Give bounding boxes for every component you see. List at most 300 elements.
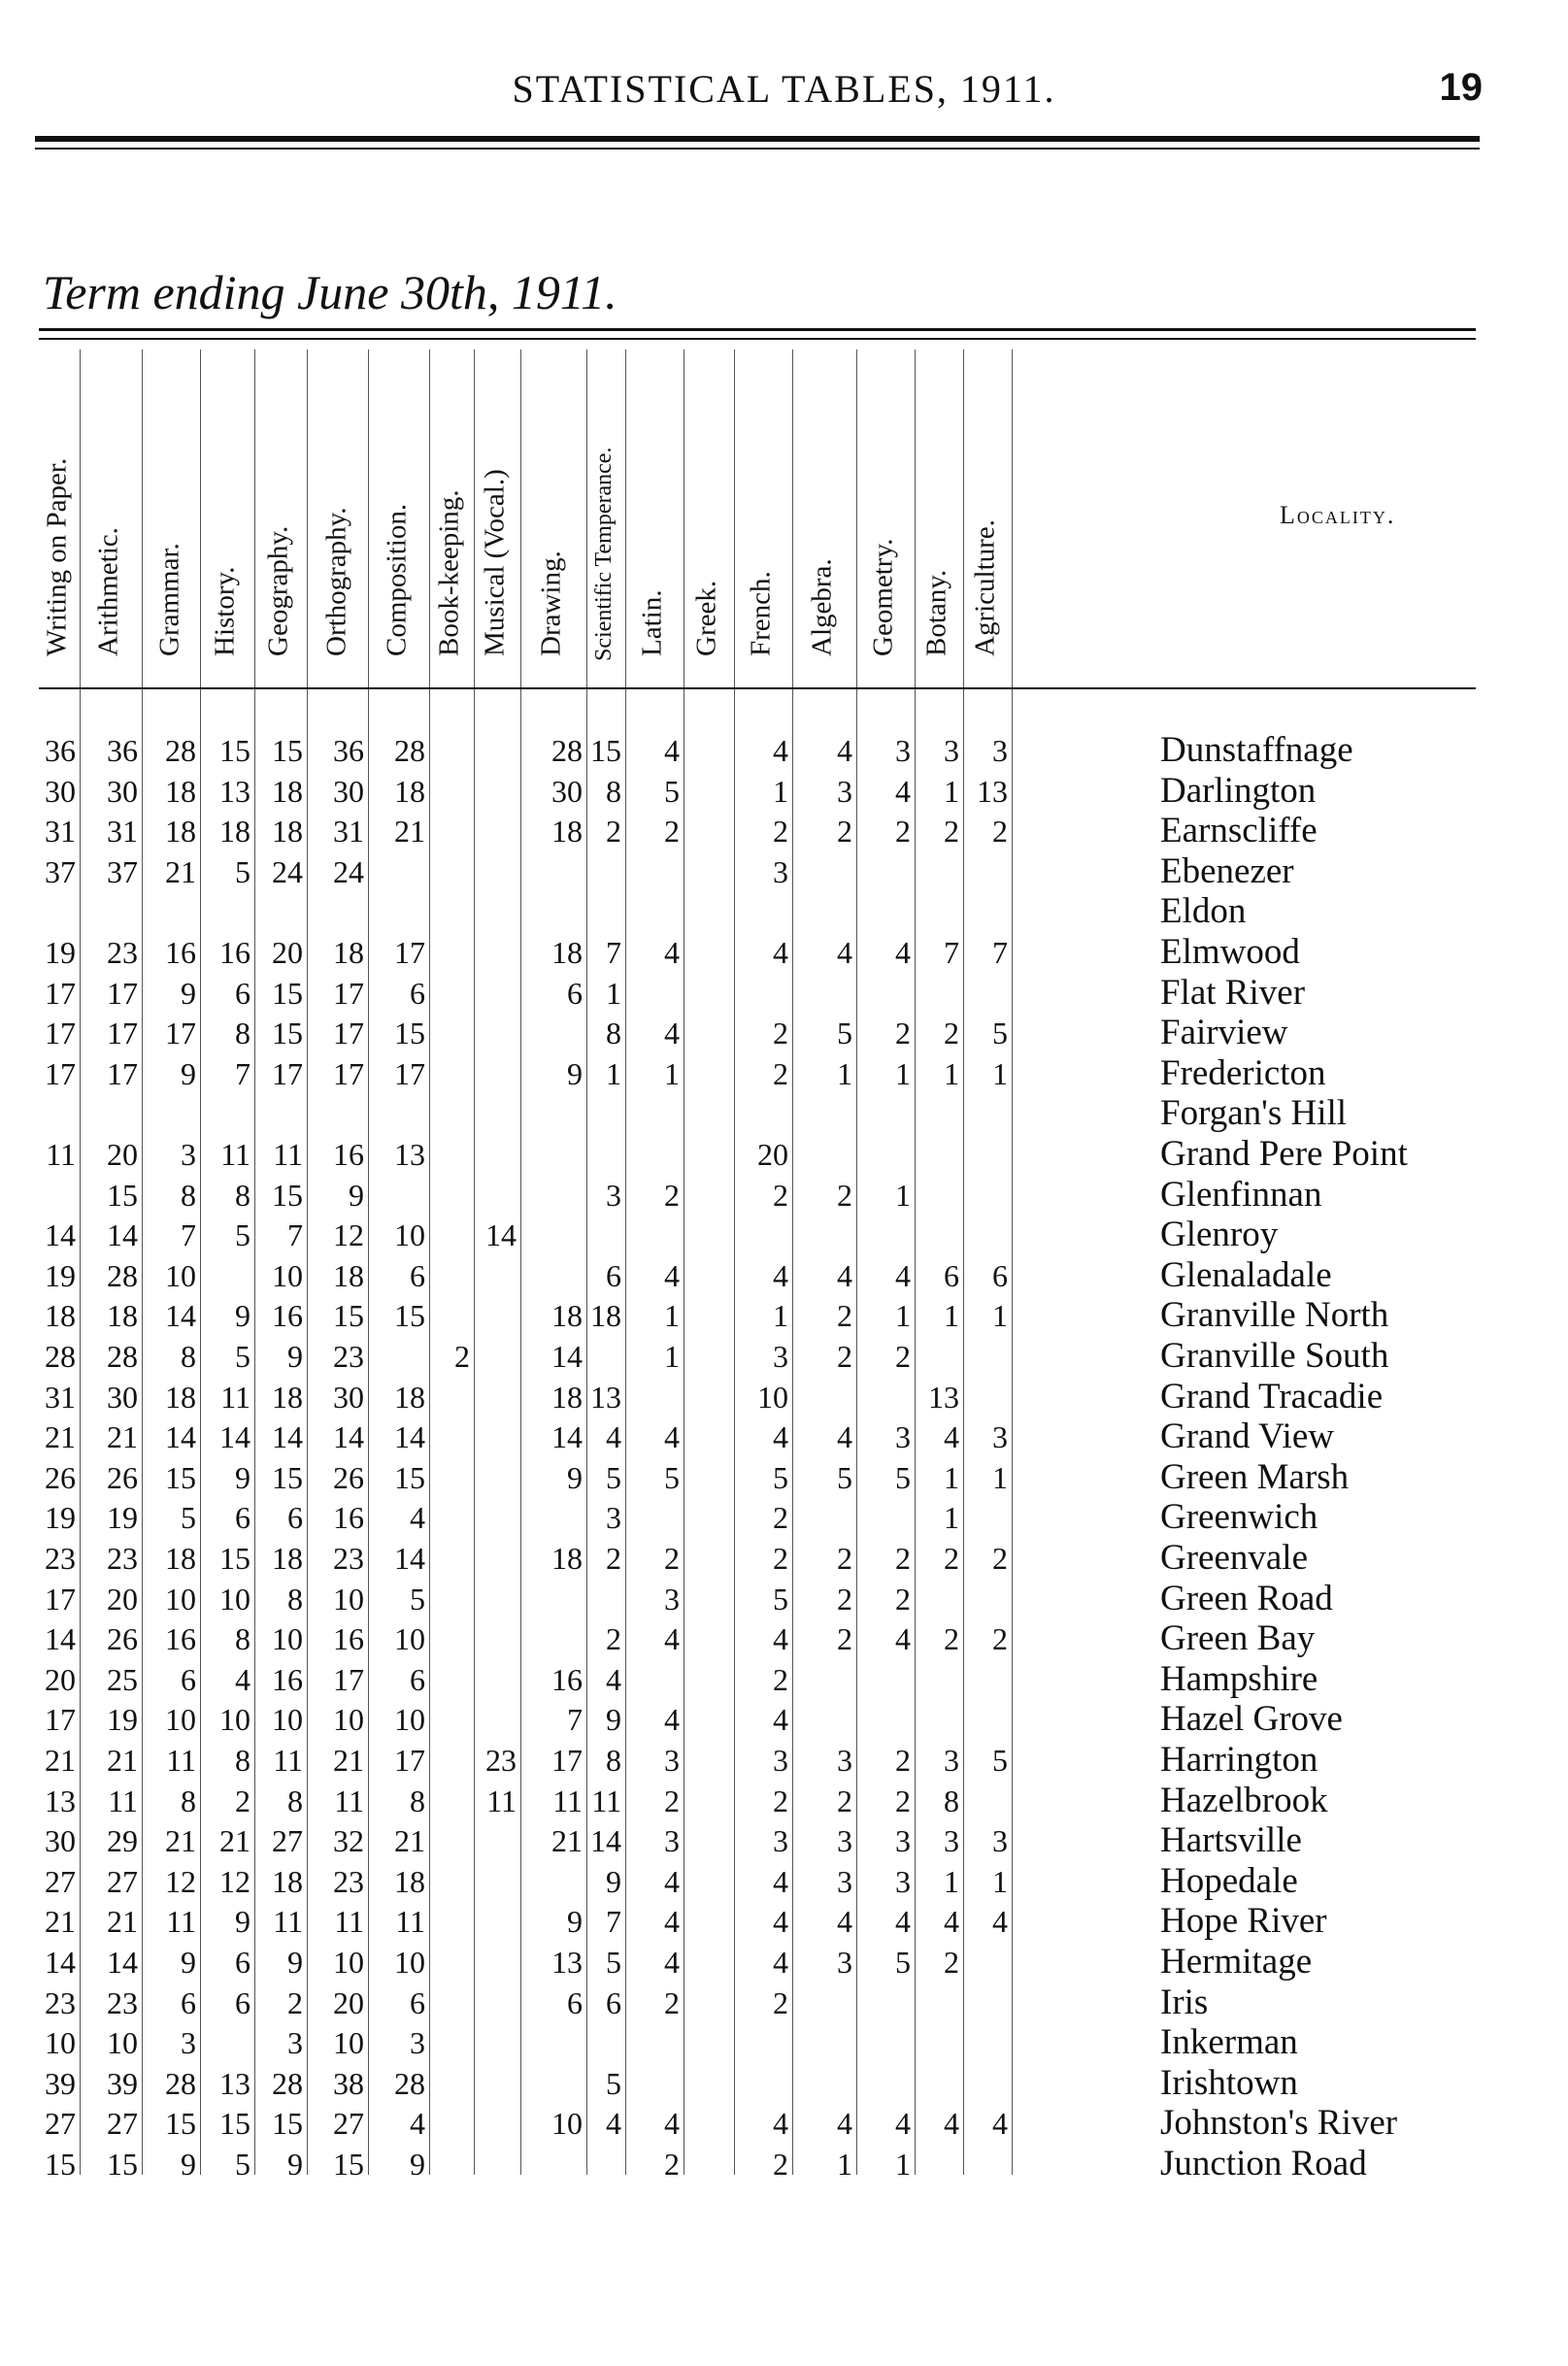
table-cell: 3	[944, 1823, 959, 1859]
table-cell: 14	[165, 1298, 196, 1334]
table-cell: 17	[394, 1743, 425, 1778]
column-header	[369, 354, 425, 684]
table-cell: 7	[606, 935, 621, 970]
table-cell: 5	[410, 1581, 425, 1616]
column-header-label: Geography.	[262, 525, 294, 656]
table-cell: 11	[334, 1904, 364, 1940]
table-cell: 12	[165, 1863, 196, 1899]
table-cell: 8	[235, 1016, 250, 1051]
table-cell: 27	[107, 1863, 138, 1899]
table-cell: 10	[107, 2025, 138, 2061]
locality-name: Junction Road	[1160, 2144, 1367, 2183]
table-cell: 5	[235, 853, 250, 889]
column-header-label: French.	[745, 571, 777, 656]
column-header-label: Greek.	[690, 580, 722, 656]
table-cell: 4	[773, 1904, 788, 1940]
table-row	[39, 1295, 1515, 1336]
table-cell: 4	[664, 1016, 680, 1051]
table-cell: 15	[272, 1459, 303, 1495]
table-cell: 4	[410, 1500, 425, 1536]
table-cell: 7	[992, 935, 1008, 970]
table-cell: 15	[219, 733, 250, 768]
table-cell: 14	[219, 1419, 250, 1455]
table-cell: 2	[664, 1783, 680, 1818]
table-cell: 3	[837, 1823, 852, 1859]
table-cell: 12	[333, 1217, 364, 1253]
table-row	[39, 1336, 1515, 1377]
table-cell: 2	[895, 1016, 911, 1051]
table-cell: 18	[272, 1541, 303, 1576]
column-header	[254, 354, 303, 684]
table-cell: 19	[107, 1500, 138, 1536]
table-cell: 2	[944, 1541, 959, 1576]
locality-name: Johnston's River	[1160, 2103, 1398, 2144]
table-cell: 17	[107, 1055, 138, 1091]
table-cell: 16	[333, 1621, 364, 1657]
table-cell: 8	[181, 1783, 196, 1818]
locality-name: Hope River	[1160, 1901, 1327, 1942]
table-cell: 4	[773, 1621, 788, 1657]
table-cell: 28	[394, 2065, 425, 2101]
table-row	[39, 1175, 1515, 1216]
table-cell: 5	[895, 1459, 911, 1495]
table-cell: 11	[591, 1783, 621, 1818]
table-cell: 19	[45, 1500, 76, 1536]
table-cell: 2	[664, 1177, 680, 1213]
column-header-label: Agriculture.	[969, 519, 1001, 656]
table-row	[39, 1942, 1515, 1983]
table-cell: 9	[606, 1863, 621, 1899]
table-cell: 14	[551, 1339, 583, 1374]
table-cell: 17	[394, 935, 425, 970]
table-cell: 9	[567, 1055, 583, 1091]
table-row	[39, 1093, 1515, 1134]
locality-name: Granville South	[1160, 1336, 1389, 1376]
table-cell: 16	[333, 1500, 364, 1536]
table-cell: 6	[181, 1661, 196, 1697]
table-cell: 5	[837, 1016, 852, 1051]
table-cell: 2	[837, 1541, 852, 1576]
table-cell: 4	[895, 1257, 911, 1293]
table-cell: 13	[219, 2065, 250, 2101]
table-cell: 15	[590, 733, 621, 768]
table-cell: 10	[272, 1257, 303, 1293]
header-rule-thin	[35, 148, 1480, 150]
table-cell: 8	[287, 1783, 303, 1818]
table-cell: 30	[45, 773, 76, 809]
table-cell: 18	[551, 814, 583, 850]
table-cell: 5	[773, 1459, 788, 1495]
table-cell: 3	[944, 1743, 959, 1778]
table-cell: 13	[551, 1945, 583, 1980]
table-cell: 9	[181, 1055, 196, 1091]
table-cell: 2	[837, 1339, 852, 1374]
table-cell: 2	[773, 814, 788, 850]
locality-name: Eldon	[1160, 891, 1247, 932]
table-cell: 6	[944, 1257, 959, 1293]
table-cell: 18	[165, 773, 196, 809]
table-cell: 2	[895, 1339, 911, 1374]
table-cell: 28	[394, 733, 425, 768]
table-cell: 13	[977, 773, 1008, 809]
column-header	[915, 354, 959, 684]
table-cell: 18	[272, 1379, 303, 1415]
table-cell: 27	[45, 2106, 76, 2142]
table-cell: 2	[837, 814, 852, 850]
table-cell: 5	[664, 1459, 680, 1495]
table-cell: 14	[394, 1541, 425, 1576]
table-row	[39, 1215, 1515, 1255]
table-cell: 10	[45, 2025, 76, 2061]
table-cell: 21	[45, 1743, 76, 1778]
table-cell: 1	[664, 1339, 680, 1374]
table-cell: 13	[928, 1379, 959, 1415]
table-cell: 4	[606, 1661, 621, 1697]
table-cell: 3	[410, 2025, 425, 2061]
table-cell: 30	[45, 1823, 76, 1859]
table-cell: 9	[410, 2147, 425, 2182]
table-cell: 4	[664, 1904, 680, 1940]
table-cell: 13	[394, 1137, 425, 1172]
table-cell: 8	[606, 1743, 621, 1778]
table-cell: 1	[944, 1459, 959, 1495]
table-cell: 30	[333, 1379, 364, 1415]
table-cell: 2	[773, 1016, 788, 1051]
table-cell: 3	[664, 1743, 680, 1778]
table-cell: 4	[664, 1621, 680, 1657]
table-cell: 24	[272, 853, 303, 889]
table-cell: 3	[664, 1581, 680, 1616]
table-cell: 3	[181, 1137, 196, 1172]
table-cell: 28	[272, 2065, 303, 2101]
table-cell: 15	[107, 1177, 138, 1213]
table-cell: 18	[165, 814, 196, 850]
table-cell: 15	[394, 1016, 425, 1051]
table-cell: 28	[165, 2065, 196, 2101]
table-cell: 1	[992, 1459, 1008, 1495]
table-cell: 6	[235, 975, 250, 1011]
table-cell: 1	[773, 1298, 788, 1334]
table-cell: 11	[220, 1137, 250, 1172]
table-cell: 16	[165, 1621, 196, 1657]
table-cell: 18	[394, 1379, 425, 1415]
table-cell: 10	[333, 1945, 364, 1980]
table-cell: 2	[895, 1541, 911, 1576]
table-cell: 4	[773, 1257, 788, 1293]
table-cell: 3	[773, 1823, 788, 1859]
table-cell: 2	[992, 1541, 1008, 1576]
table-cell: 27	[45, 1863, 76, 1899]
table-row	[39, 771, 1515, 812]
table-cell: 10	[551, 2106, 583, 2142]
table-cell: 8	[944, 1783, 959, 1818]
table-cell: 5	[992, 1743, 1008, 1778]
table-cell: 9	[567, 1459, 583, 1495]
table-cell: 20	[107, 1137, 138, 1172]
table-cell: 7	[235, 1055, 250, 1091]
table-cell: 32	[333, 1823, 364, 1859]
table-cell: 8	[235, 1177, 250, 1213]
table-cell: 17	[45, 975, 76, 1011]
table-cell: 17	[333, 1661, 364, 1697]
table-cell: 3	[992, 1419, 1008, 1455]
column-header	[520, 354, 583, 684]
table-cell: 1	[664, 1298, 680, 1334]
table-cell: 15	[272, 1177, 303, 1213]
table-cell: 5	[664, 773, 680, 809]
table-cell: 23	[107, 1984, 138, 2020]
table-row	[39, 1820, 1515, 1861]
table-cell: 2	[235, 1783, 250, 1818]
table-cell: 4	[410, 2106, 425, 2142]
table-cell: 29	[107, 1823, 138, 1859]
table-cell: 2	[837, 1581, 852, 1616]
table-cell: 21	[165, 1823, 196, 1859]
table-cell: 10	[219, 1581, 250, 1616]
table-cell: 2	[944, 1016, 959, 1051]
table-row	[39, 1659, 1515, 1700]
table-cell: 18	[107, 1298, 138, 1334]
table-cell: 37	[107, 853, 138, 889]
table-cell: 4	[895, 935, 911, 970]
table-cell: 10	[333, 2025, 364, 2061]
locality-name: Grand Pere Point	[1160, 1134, 1408, 1174]
table-cell: 3	[992, 1823, 1008, 1859]
table-cell: 18	[165, 1541, 196, 1576]
table-cell: 30	[551, 773, 583, 809]
table-row	[39, 1457, 1515, 1498]
column-header-label: Drawing.	[535, 550, 567, 656]
table-cell: 23	[333, 1339, 364, 1374]
table-cell: 31	[45, 1379, 76, 1415]
table-row	[39, 1416, 1515, 1457]
table-cell: 2	[895, 1581, 911, 1616]
locality-name: Hartsville	[1160, 1820, 1302, 1861]
table-cell: 9	[235, 1459, 250, 1495]
table-cell: 21	[107, 1904, 138, 1940]
table-cell: 9	[181, 1945, 196, 1980]
table-cell: 2	[773, 1984, 788, 2020]
table-cell: 2	[773, 1500, 788, 1536]
table-cell: 8	[606, 773, 621, 809]
table-cell: 18	[394, 773, 425, 809]
table-cell: 9	[287, 2147, 303, 2182]
table-row	[39, 811, 1515, 851]
locality-name: Green Bay	[1160, 1618, 1316, 1659]
table-cell: 36	[333, 733, 364, 768]
table-cell: 11	[273, 1137, 303, 1172]
table-cell: 10	[333, 1581, 364, 1616]
table-cell: 16	[333, 1137, 364, 1172]
column-header	[684, 354, 730, 684]
table-cell: 26	[107, 1621, 138, 1657]
column-header-label: Composition.	[381, 503, 413, 656]
table-cell: 8	[235, 1743, 250, 1778]
table-cell: 17	[107, 1016, 138, 1051]
table-cell: 3	[773, 1339, 788, 1374]
table-cell: 18	[333, 935, 364, 970]
table-cell: 4	[235, 1661, 250, 1697]
table-cell: 18	[590, 1298, 621, 1334]
table-cell: 9	[606, 1702, 621, 1738]
table-cell: 37	[45, 853, 76, 889]
table-cell: 4	[944, 1904, 959, 1940]
table-cell: 2	[664, 2147, 680, 2182]
table-cell: 2	[606, 1621, 621, 1657]
column-header-label: Grammar.	[153, 543, 185, 656]
table-cell: 2	[287, 1984, 303, 2020]
table-cell: 17	[394, 1055, 425, 1091]
table-cell: 6	[235, 1984, 250, 2020]
table-cell: 7	[181, 1217, 196, 1253]
table-cell: 3	[895, 1419, 911, 1455]
table-row	[39, 891, 1515, 932]
table-cell: 7	[944, 935, 959, 970]
table-cell: 12	[219, 1863, 250, 1899]
table-cell: 1	[606, 1055, 621, 1091]
table-cell: 2	[837, 1298, 852, 1334]
table-cell: 13	[219, 773, 250, 809]
table-cell: 1	[895, 1177, 911, 1213]
table-cell: 4	[837, 1257, 852, 1293]
locality-name: Greenvale	[1160, 1538, 1309, 1578]
table-cell: 6	[606, 1984, 621, 2020]
table-cell: 2	[773, 1541, 788, 1576]
table-cell: 18	[551, 1298, 583, 1334]
table-cell: 21	[107, 1743, 138, 1778]
table-cell: 4	[895, 1621, 911, 1657]
table-cell: 9	[235, 1904, 250, 1940]
column-header	[734, 354, 788, 684]
column-header	[309, 354, 364, 684]
table-cell: 11	[46, 1137, 76, 1172]
table-cell: 17	[333, 1055, 364, 1091]
table-cell: 30	[333, 773, 364, 809]
table-cell: 15	[272, 2106, 303, 2142]
locality-name: Hampshire	[1160, 1658, 1318, 1699]
table-cell: 8	[235, 1621, 250, 1657]
table-cell: 10	[272, 1621, 303, 1657]
locality-name: Greenwich	[1160, 1497, 1318, 1538]
table-cell: 2	[773, 1661, 788, 1697]
table-cell: 14	[45, 1217, 76, 1253]
table-cell: 11	[334, 1783, 364, 1818]
table-cell: 5	[606, 2065, 621, 2101]
table-cell: 1	[944, 1055, 959, 1091]
table-cell: 3	[895, 1863, 911, 1899]
table-cell: 5	[235, 2147, 250, 2182]
table-cell: 10	[394, 1217, 425, 1253]
table-cell: 10	[272, 1702, 303, 1738]
column-header	[792, 354, 852, 684]
table-cell: 26	[107, 1459, 138, 1495]
locality-name: Glenroy	[1160, 1215, 1279, 1255]
table-cell: 4	[664, 2106, 680, 2142]
table-cell: 15	[45, 2147, 76, 2182]
table-cell: 18	[333, 1257, 364, 1293]
table-cell: 1	[944, 1500, 959, 1536]
table-cell: 10	[333, 1702, 364, 1738]
table-cell: 10	[165, 1702, 196, 1738]
table-cell: 4	[664, 1945, 680, 1980]
table-cell: 14	[45, 1945, 76, 1980]
table-cell: 9	[181, 975, 196, 1011]
column-header	[586, 354, 621, 684]
table-cell: 18	[551, 1379, 583, 1415]
table-cell: 1	[837, 1055, 852, 1091]
table-row	[39, 2022, 1515, 2063]
table-cell: 17	[333, 975, 364, 1011]
table-cell: 5	[895, 1945, 911, 1980]
table-cell: 4	[664, 1419, 680, 1455]
table-cell: 21	[394, 814, 425, 850]
table-cell: 3	[837, 1743, 852, 1778]
table-row	[39, 851, 1515, 892]
table-cell: 4	[664, 733, 680, 768]
column-header-label: Scientific Temperance.	[591, 447, 617, 661]
column-header	[625, 354, 680, 684]
table-cell: 11	[166, 1904, 196, 1940]
table-cell: 14	[333, 1419, 364, 1455]
table-cell: 1	[944, 1863, 959, 1899]
table-cell: 1	[895, 1298, 911, 1334]
table-cell: 2	[664, 1984, 680, 2020]
table-cell: 18	[272, 773, 303, 809]
table-cell: 4	[895, 1904, 911, 1940]
table-cell: 25	[107, 1661, 138, 1697]
table-cell: 2	[992, 814, 1008, 850]
table-cell: 15	[272, 975, 303, 1011]
locality-name: Glenfinnan	[1160, 1174, 1322, 1215]
table-cell: 14	[45, 1621, 76, 1657]
table-cell: 6	[410, 1661, 425, 1697]
table-cell: 4	[773, 1419, 788, 1455]
table-cell: 6	[235, 1945, 250, 1980]
table-cell: 15	[219, 2106, 250, 2142]
table-row	[39, 1740, 1515, 1781]
column-header-label: Arithmetic.	[92, 527, 124, 656]
table-cell: 16	[219, 935, 250, 970]
column-header-label: Algebra.	[806, 558, 838, 656]
table-cell: 17	[107, 975, 138, 1011]
table-cell: 26	[333, 1459, 364, 1495]
table-cell: 15	[107, 2147, 138, 2182]
table-cell: 4	[837, 1419, 852, 1455]
table-cell: 5	[837, 1459, 852, 1495]
table-top-rule	[39, 328, 1476, 331]
table-cell: 17	[45, 1016, 76, 1051]
table-row	[39, 973, 1515, 1014]
table-row	[39, 2144, 1515, 2184]
table-cell: 1	[606, 975, 621, 1011]
table-cell: 14	[272, 1419, 303, 1455]
table-cell: 36	[107, 733, 138, 768]
column-header-label: Latin.	[636, 589, 668, 656]
column-header	[80, 354, 138, 684]
table-row	[39, 1699, 1515, 1740]
table-cell: 21	[219, 1823, 250, 1859]
table-row	[39, 1901, 1515, 1942]
table-cell: 24	[333, 853, 364, 889]
table-cell: 27	[272, 1823, 303, 1859]
table-cell: 16	[551, 1661, 583, 1697]
table-cell: 39	[45, 2065, 76, 2101]
table-row	[39, 730, 1515, 771]
locality-name: Flat River	[1160, 972, 1306, 1013]
table-cell: 15	[333, 2147, 364, 2182]
table-cell: 2	[773, 1055, 788, 1091]
table-cell: 31	[107, 814, 138, 850]
